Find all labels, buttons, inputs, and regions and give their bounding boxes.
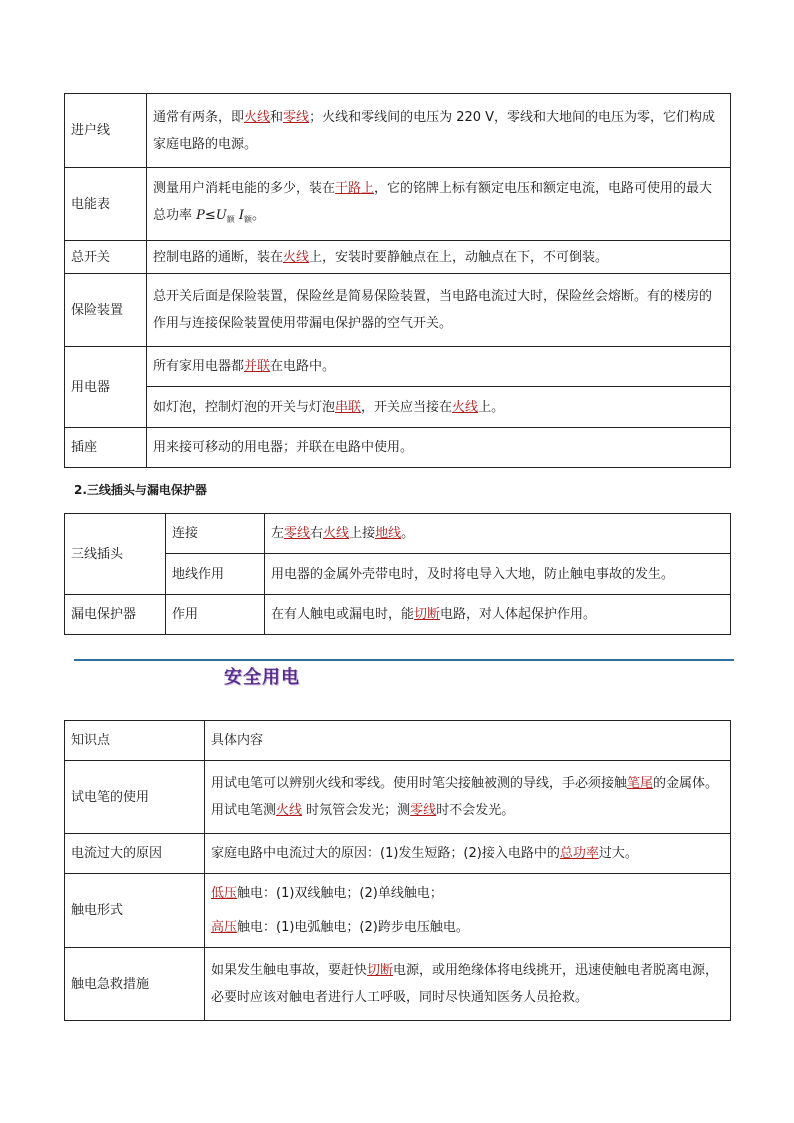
row-content: 家庭电路中电流过大的原因：(1)发生短路；(2)接入电路中的总功率过大。 (205, 834, 731, 874)
row-sublabel: 连接 (166, 514, 265, 554)
row-content: 用来接可移动的用电器；并联在电路中使用。 (147, 428, 731, 468)
table-row (65, 595, 731, 635)
table-header-row (65, 721, 731, 761)
section-title: 安全用电 (224, 667, 300, 688)
table-row (65, 514, 731, 554)
row-content: 如果发生触电事故，要赶快切断电源，或用绝缘体将电线挑开，迅速使触电者脱离电源，必要时应该对触电者进行人工呼吸，同时尽快通知医务人员抢救。 (205, 948, 731, 1021)
section-heading: 2.三线插头与漏电保护器 (74, 483, 207, 497)
column-header: 具体内容 (205, 721, 731, 761)
row-label: 进户线 (65, 94, 147, 168)
row-label: 保险装置 (65, 274, 147, 347)
row-label: 插座 (65, 428, 147, 468)
row-content: 用试电笔可以辨别火线和零线。使用时笔尖接触被测的导线，手必须接触笔尾的金属体。用试电笔测火线 时氖管会发光；测零线时不会发光。 (205, 761, 731, 834)
row-content: 通常有两条，即火线和零线；火线和零线间的电压为 220 V，零线和大地间的电压为零，它们构成家庭电路的电源。 (147, 94, 731, 168)
column-header: 知识点 (65, 721, 205, 761)
row-label: 电能表 (65, 168, 147, 241)
row-label: 用电器 (65, 347, 147, 428)
row-content: 所有家用电器都并联在电路中。 (147, 347, 731, 387)
table-row (65, 834, 731, 874)
row-sublabel: 作用 (166, 595, 265, 635)
row-label: 总开关 (65, 241, 147, 274)
table-row (65, 94, 731, 168)
row-content: 用电器的金属外壳带电时，及时将电导入大地，防止触电事故的发生。 (265, 554, 731, 595)
table-row (65, 274, 731, 347)
table-row (65, 387, 731, 428)
row-content: 如灯泡，控制灯泡的开关与灯泡串联，开关应当接在火线上。 (147, 387, 731, 428)
row-content: 左零线右火线上接地线。 (265, 514, 731, 554)
row-label: 触电急救措施 (65, 948, 205, 1021)
row-label: 试电笔的使用 (65, 761, 205, 834)
row-content: 测量用户消耗电能的多少，装在干路上，它的铭牌上标有额定电压和额定电流，电路可使用的最大总功率 $P\le U_额$ $I_额$。 (147, 168, 731, 241)
table-row (65, 948, 731, 1021)
table-row (65, 428, 731, 468)
row-content: 总开关后面是保险装置，保险丝是简易保险装置，当电路电流过大时，保险丝会熔断。有的楼房的作用与连接保险装置使用带漏电保护器的空气开关。 (147, 274, 731, 347)
plug-protector-table (64, 513, 731, 635)
electrical-safety-table (64, 720, 731, 1021)
section-divider (74, 659, 734, 661)
table-row (65, 347, 731, 387)
row-label: 漏电保护器 (65, 595, 166, 635)
table-row (65, 761, 731, 834)
row-label: 触电形式 (65, 874, 205, 948)
table-row (65, 874, 731, 948)
row-label: 电流过大的原因 (65, 834, 205, 874)
row-content: 控制电路的通断，装在火线上，安装时要静触点在上，动触点在下，不可倒装。 (147, 241, 731, 274)
home-circuit-table (64, 93, 731, 468)
row-content: 在有人触电或漏电时，能切断电路，对人体起保护作用。 (265, 595, 731, 635)
row-sublabel: 地线作用 (166, 554, 265, 595)
table-row (65, 168, 731, 241)
row-label: 三线插头 (65, 514, 166, 595)
table-row (65, 241, 731, 274)
row-content: 低压触电：(1)双线触电；(2)单线触电； 高压触电：(1)电弧触电；(2)跨步电压触电。 (205, 874, 731, 948)
